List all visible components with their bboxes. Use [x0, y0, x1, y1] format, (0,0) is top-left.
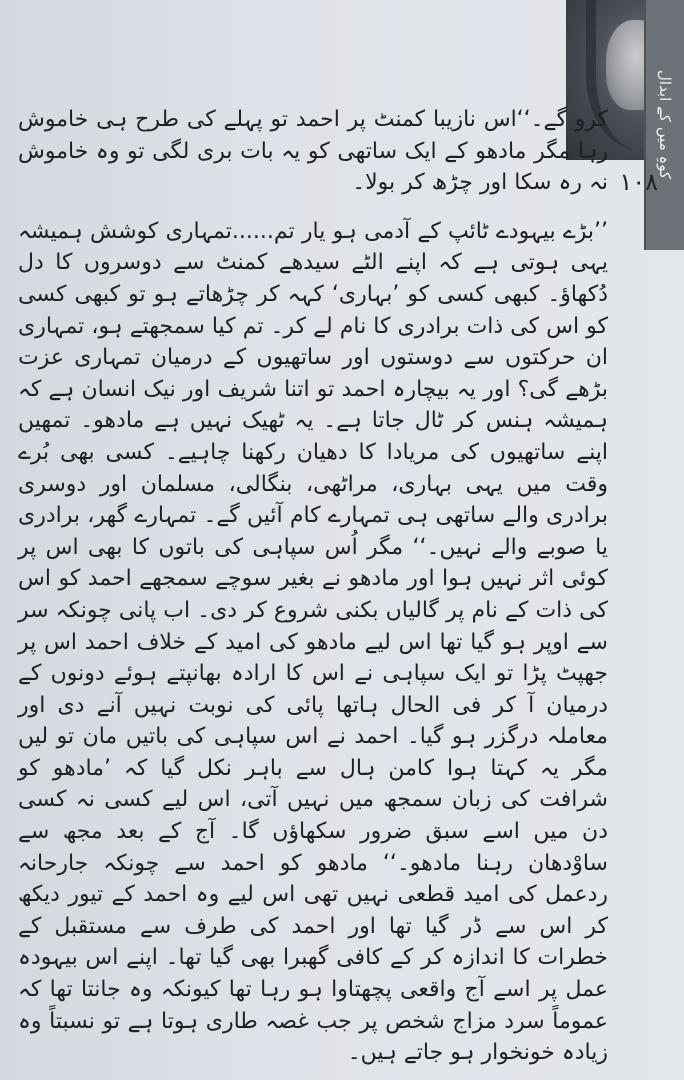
vertical-book-title: کوہِ میں کے ابدال — [644, 0, 684, 250]
paragraph-1: کرو گے۔‘‘اس نازیبا کمنٹ پر احمد تو پہلے کی طرح ہی خاموش رہا مگر مادھو کے ایک ساتھی کو یہ بات بری لگی تو وہ خاموش نہ رہ سکا اور چڑھ کر بولا۔ — [18, 107, 608, 196]
page-number: ١٠٨ — [619, 168, 658, 196]
paragraph-2: ’’بڑے بیہودے ٹائپ کے آدمی ہو یار تم......تمہاری کوشش ہمیشہ یہی ہوتی ہے کہ اپنے الٹے سیدھے کمنٹ سے دوسروں کا دل دُکھاؤ۔ کبھی کسی کو ’بہاری‘ کہہ کر چڑھاتے ہو تو کبھی کسی کو اس کی ذات برادری کا نام لے کر۔ تم کیا سمجھتے ہو، تمہاری ان حرکتوں سے دوستوں اور ساتھیوں کے درمیان تمہاری عزت بڑھے گی؟ اور یہ بیچارہ احمد تو اتنا شریف اور نیک انسان ہے کہ ہمیشہ ہنس کر ٹال جاتا ہے۔ یہ ٹھیک نہیں ہے مادھو۔ تمھیں اپنے ساتھیوں کی مریادا کا دھیان رکھنا چاہیے۔ کسی بھی بُرے وقت میں یہی بہاری، مراٹھی، بنگالی، مسلمان اور دوسری برادری والے ساتھی ہی تمہارے کام آئیں گے۔ تمہارے گھر، برادری یا صوبے والے نہیں۔‘‘ مگر اُس سپاہی کی باتوں کا بھی اس پر کوئی اثر نہیں ہوا اور مادھو نے بغیر سوچے سمجھے احمد کو اس کی ذات کے نام پر گالیاں بکنی شروع کر دی۔ اب پانی چونکہ سر سے اوپر ہو گیا تھا اس لیے مادھو کی امید کے خلاف احمد اس پر جھپٹ پڑا تو ایک سپاہی نے اس کا ارادہ بھانپتے ہوئے دونوں کے درمیان آ کر فی الحال ہاتھا پائی کی نوبت نہیں آنے دی اور معاملہ درگزر ہو گیا۔ احمد نے اس سپاہی کی باتیں مان تو لیں مگر یہ کہتا ہوا کامن ہال سے باہر نکل گیا کہ ’مادھو کو شرافت کی زبان سمجھ میں نہیں آتی، اس لیے کسی نہ کسی دن میں اسے سبق ضرور سکھاؤں گا۔ آج کے بعد مجھ سے ساوْدھان رہنا مادھو۔‘‘ مادھو کو احمد سے چونکہ جارحانہ ردعمل کی امید قطعی نہیں تھی اس لیے وہ احمد کے تیور دیکھ کر اس سے ڈر گیا تھا اور احمد کی طرف سے مستقبل کے خطرات کا اندازہ کر کے کافی گھبرا بھی گیا تھا۔ اپنے اس بیہودہ عمل پر اسے آج واقعی پچھتاوا ہو رہا تھا کیونکہ وہ جانتا تھا کہ عموماً سرد مزاج شخص پر جب غصہ طاری ہوتا ہے تو نسبتاً وہ زیادہ خونخوار ہو جاتے ہیں۔ — [18, 218, 608, 1066]
body-text — [18, 104, 608, 1069]
